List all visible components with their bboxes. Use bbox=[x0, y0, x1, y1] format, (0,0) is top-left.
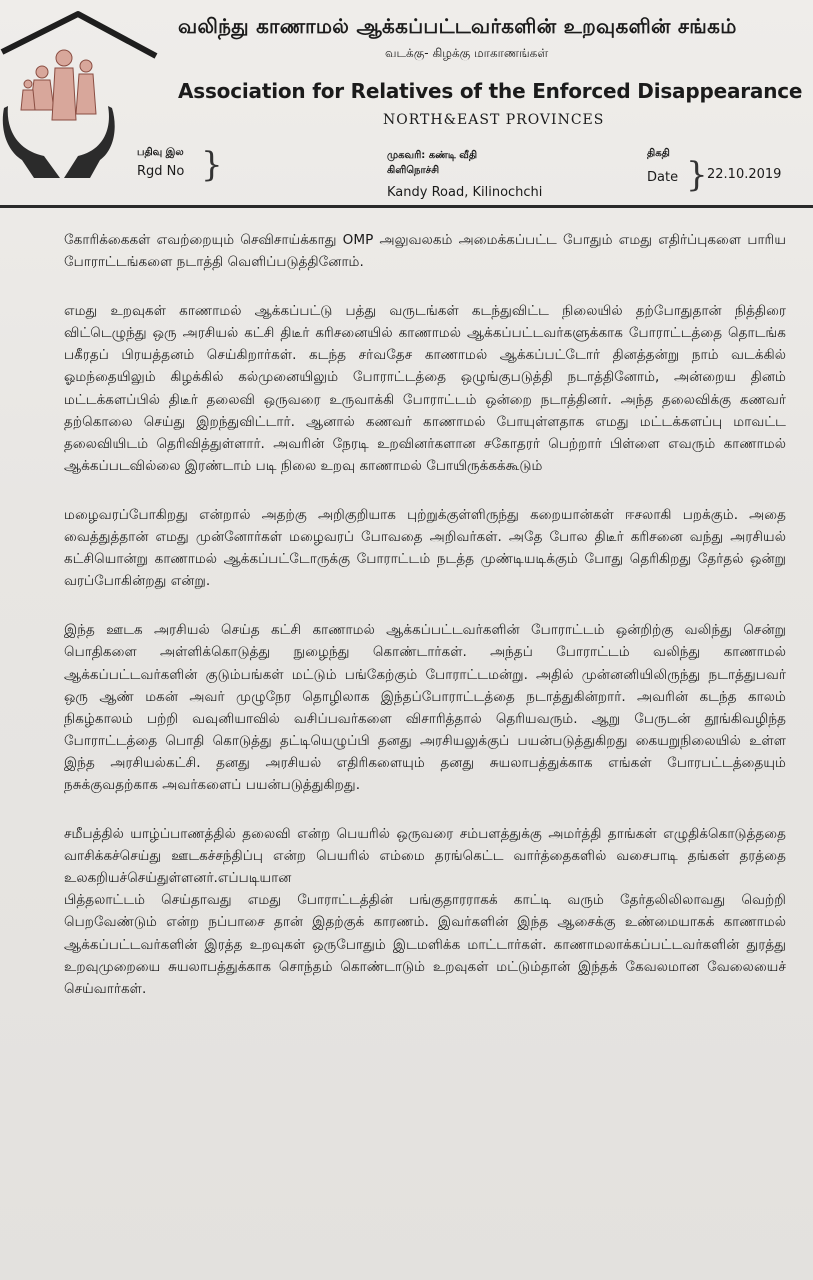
paragraph-1: கோரிக்கைகள் எவற்றையும் செவிசாய்க்காது OMP அலுவலகம் அமைக்கப்பட்ட போதும் எமது எதிர்ப்புகளை பாரிய போராட்டங்களை நடாத்தி வெளிப்படுத்தினோம். bbox=[64, 232, 786, 271]
header-divider bbox=[0, 205, 813, 208]
date-value: 22.10.2019 bbox=[707, 167, 782, 182]
address-tamil-line1: முகவரி: கண்டி வீதி bbox=[387, 150, 478, 161]
paragraph-5: சமீபத்தில் யாழ்ப்பாணத்தில் தலைவி என்ற பெயரில் ஒருவரை சம்பளத்துக்கு அமர்த்தி தாங்கள் எழுதிக்கொடுத்ததை வாசிக்கச்செய்து ஊடகச்சந்திப்பு என்ற பெயரில் எம்மை தரங்கெட்ட வார்த்தைகளில் வசைபாடி தங்கள் தரத்தை உலகறியச்செய்துள்ளனர்.எப்படியான bbox=[64, 826, 786, 887]
org-name-tamil: வலிந்து காணாமல் ஆக்கப்பட்டவர்களின் உறவுகளின் சங்கம் bbox=[178, 14, 737, 38]
family-in-hands-logo bbox=[0, 10, 160, 180]
date-brace: } bbox=[686, 155, 708, 195]
provinces-label: NORTH&EAST PROVINCES bbox=[383, 112, 605, 128]
letter-body bbox=[64, 229, 786, 1000]
paragraph-2: எமது உறவுகள் காணாமல் ஆக்கப்பட்டு பத்து வருடங்கள் கடந்துவிட்ட நிலையில் தற்போதுதான் நித்திரை விட்டெழுந்து ஒரு அரசியல் கட்சி திடீர் கரிசனையில் காணாமல் ஆக்கப்பட்டவர்களுக்காக போராட்டத்தை தொடங்க பகீரதப் பிரயத்தனம் செய்கிறார்கள். கடந்த சர்வதேச காணாமல் ஆக்கப்பட்டோர் தினத்தன்று நாம் வடக்கில் ஓமந்தையிலும் கிழக்கில் கல்முனையிலும் போராட்டத்தை ஒழுங்குபடுத்தி நடாத்தினோம், அன்றைய தினம் மட்டக்களப்பில் திடீர் தலைவி ஒருவரை உருவாக்கி போராட்டம் ஒன்றை நடாத்தினர். அந்த தலைவிக்கு கணவர் தற்கொலை செய்து இறந்துவிட்டார். ஆனால் கணவர் காணாமல் போயுள்ளதாக எமது மட்டக்களப்பு மாவட்ட தலைவியிடம் தெரிவித்துள்ளார். அவரின் நேரடி உறவினர்களான சகோதரர் பெற்றார் பிள்ளை எவரும் காணாமல் ஆக்கப்படவில்லை இரண்டாம் படி நிலை உறவு காணாமல் போயிருக்கக்கூடும் bbox=[64, 303, 786, 474]
rgd-tamil-label: பதிவு இல bbox=[137, 147, 184, 158]
paragraph-4: இந்த ஊடக அரசியல் செய்த கட்சி காணாமல் ஆக்கப்பட்டவர்களின் போராட்டம் ஒன்றிற்கு வலிந்து சென்று பொதிகளை அள்ளிக்கொடுத்து நுழைந்து கொண்டார்கள். அந்தப் போராட்டம் வலிந்து காணாமல் ஆக்கப்பட்டவர்களின் குடும்பங்கள் மட்டும் பங்கேற்கும் போராட்டமன்று. அதில் முன்னனியிலிருந்து நடாத்துபவர் ஒரு ஆண் மகன் அவர் முழுநேர தொழிலாக இந்தப்போராட்டத்தை நடாத்துகின்றார். அவரின் கடந்த காலம் நிகழ்காலம் பற்றி வவுனியாவில் வசிப்பவர்களை விசாரித்தால் தெரியவரும். ஆறு பேருடன் தூங்கிவழிந்த போராட்டத்தை பொதி கொடுத்து தட்டியெழுப்பி தனது அரசியலுக்குப் பயன்படுத்துகிறது கையறுநிலையில் உள்ள இந்த அரசியல்கட்சி. தனது அரசியல் எதிரிகளையும் தனது சுயலாபத்துக்காக எங்கள் போரபட்டத்தையும் நசுக்குவதற்காக அவர்களைப் பயன்படுத்துகிறது. bbox=[64, 622, 786, 793]
paragraph-6: பித்தலாட்டம் செய்தாவது எமது போராட்டத்தின் பங்குதாரராகக் காட்டி வரும் தேர்தலிலிலாவது வெற்றி பெறவேண்டும் என்ற நப்பாசை தான் இதற்குக் காரணம். இவர்களின் இந்த ஆசைக்கு உண்மையாகக் காணாமல் ஆக்கப்பட்டவர்களின் இரத்த உறவுகள் ஒருபோதும் இடமளிக்க மாட்டார்கள். காணாமலாக்கப்பட்டவர்களின் துரத்து உறவுமுறையை சுயலாபத்துக்காக சொந்தம் கொண்டாடும் உறவுகள் மட்டும்தான் இந்தக் கேவலமான வேலையைச் செய்வார்கள். bbox=[64, 892, 786, 997]
date-label: Date bbox=[647, 170, 679, 185]
date-tamil-label: திகதி bbox=[647, 148, 670, 159]
rgd-brace: } bbox=[201, 145, 223, 185]
address-tamil-line2: கிளிநொச்சி bbox=[387, 165, 440, 176]
org-name-english: Association for Relatives of the Enforced Disappearance bbox=[178, 79, 803, 103]
rgd-label: Rgd No bbox=[137, 164, 185, 179]
paragraph-3: மழைவரப்போகிறது என்றால் அதற்கு அறிகுறியாக புற்றுக்குள்ளிருந்து கறையான்கள் ஈசலாகி பறக்கும். அதை வைத்துத்தான் எமது முன்னோர்கள் மழைவரப் போவதை அறிவர்கள். அதே போல திடீர் கரிசனை வந்து அரசியல் கட்சியொன்று காணாமல் ஆக்கப்பட்டோருக்கு போராட்டம் நடத்த முண்டியடிக்கும் போது தெரிகிறது தேர்தல் ஒன்று வரப்போகின்றது என்று. bbox=[64, 506, 786, 590]
address-english: Kandy Road, Kilinochchi bbox=[387, 185, 543, 200]
region-tamil: வடக்கு- கிழக்கு மாகாணங்கள் bbox=[385, 46, 549, 60]
